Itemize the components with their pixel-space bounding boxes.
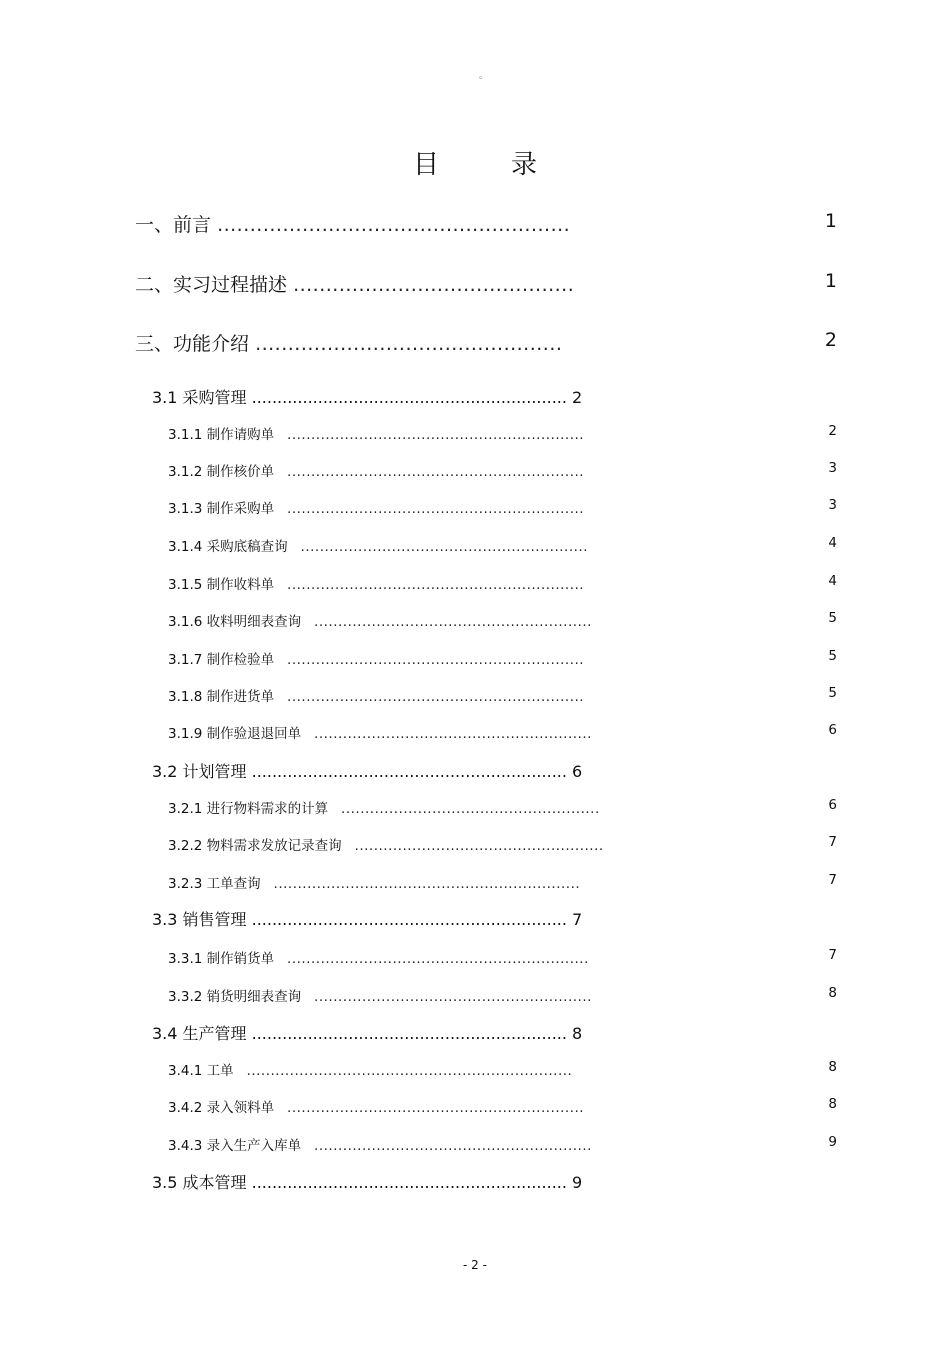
toc-subsection[interactable] xyxy=(168,685,584,705)
toc-title-char-2: 录 xyxy=(511,150,538,180)
toc-leader: ................................................................ xyxy=(273,876,581,892)
toc-entry-features[interactable] xyxy=(135,329,562,356)
toc-leader: .............................................................. xyxy=(287,427,585,443)
toc-page-number: 8 xyxy=(828,1096,837,1112)
toc-leader: .............................................................. xyxy=(287,501,585,517)
toc-entry-label: 一、前言 xyxy=(135,214,212,236)
toc-subsection[interactable] xyxy=(168,947,589,967)
toc-section-3-3[interactable]: 3.3 销售管理 .............................................................. 7 xyxy=(152,910,583,929)
toc-subsection[interactable] xyxy=(168,460,584,480)
toc-subsection[interactable] xyxy=(168,497,584,517)
toc-entry-label: 3.1.1 制作请购单 xyxy=(168,427,275,443)
toc-leader: ...................................................... xyxy=(341,801,600,817)
toc-page-number: 1 xyxy=(824,210,837,232)
page-footer: - 2 - xyxy=(463,1258,487,1272)
toc-entry-label: 3.1.3 制作采购单 xyxy=(168,501,275,517)
toc-entry-label: 3.4.1 工单 xyxy=(168,1063,234,1079)
toc-entry-label: 三、功能介绍 xyxy=(135,333,250,355)
toc-section-3-5[interactable]: 3.5 成本管理 .............................................................. 9 xyxy=(152,1173,583,1192)
toc-page-number: 9 xyxy=(828,1134,837,1150)
toc-subsection[interactable] xyxy=(168,834,604,854)
toc-subsection[interactable] xyxy=(168,573,584,593)
toc-subsection[interactable] xyxy=(168,1059,572,1079)
toc-page-number: 3 xyxy=(828,460,837,476)
toc-leader: .......................................................... xyxy=(314,989,592,1005)
toc-entry-label: 3.4.2 录入领料单 xyxy=(168,1100,275,1116)
toc-leader: .............................................................. xyxy=(287,464,585,480)
toc-entry-label: 二、实习过程描述 xyxy=(135,274,288,296)
header-mark: 。 xyxy=(479,71,489,81)
toc-leader: ........................................... xyxy=(293,274,575,296)
toc-page-number: 6 xyxy=(828,797,837,813)
toc-page-number: 5 xyxy=(828,685,837,701)
toc-page-number: 1 xyxy=(824,270,837,292)
toc-entry-label: 3.1.6 收料明细表查询 xyxy=(168,614,302,630)
toc-subsection[interactable] xyxy=(168,610,592,630)
toc-page-number: 8 xyxy=(828,1059,837,1075)
toc-entry-label: 3.4.3 录入生产入库单 xyxy=(168,1138,302,1154)
toc-page-number: 7 xyxy=(828,834,837,850)
toc-subsection[interactable] xyxy=(168,985,592,1005)
toc-entry-label: 3.1.4 采购底稿查询 xyxy=(168,539,288,555)
toc-leader: .............................................................. xyxy=(287,689,585,705)
toc-page-number: 6 xyxy=(828,722,837,738)
toc-entry-label: 3.2.1 进行物料需求的计算 xyxy=(168,801,329,817)
toc-entry-internship[interactable] xyxy=(135,270,574,297)
toc-entry-label: 3.3.1 制作销货单 xyxy=(168,951,275,967)
toc-page-number: 4 xyxy=(828,535,837,551)
toc-subsection[interactable] xyxy=(168,423,584,443)
toc-subsection[interactable] xyxy=(168,872,580,892)
toc-section-3-1[interactable]: 3.1 采购管理 .............................................................. 2 xyxy=(152,388,583,407)
toc-leader: .................................................... xyxy=(354,838,604,854)
toc-page-number: 5 xyxy=(828,648,837,664)
toc-section-3-2[interactable]: 3.2 计划管理 .............................................................. 6 xyxy=(152,762,583,781)
toc-entry-label: 3.1.9 制作验退退回单 xyxy=(168,726,302,742)
toc-entry-label: 3.1.2 制作核价单 xyxy=(168,464,275,480)
toc-title xyxy=(0,144,950,181)
toc-entry-label: 3.2.3 工单查询 xyxy=(168,876,261,892)
toc-entry-label: 3.1.7 制作检验单 xyxy=(168,652,275,668)
toc-section-3-4[interactable]: 3.4 生产管理 .............................................................. 8 xyxy=(152,1024,583,1043)
toc-subsection[interactable] xyxy=(168,1134,592,1154)
toc-title-char-1: 目 xyxy=(412,150,439,180)
toc-page-number: 7 xyxy=(828,947,837,963)
toc-page-number: 4 xyxy=(828,573,837,589)
toc-subsection[interactable] xyxy=(168,722,592,742)
toc-leader: .................................................................... xyxy=(246,1063,573,1079)
toc-leader: ............................................................... xyxy=(287,951,589,967)
toc-leader: ............................................... xyxy=(255,333,563,355)
toc-page-number: 7 xyxy=(828,872,837,888)
toc-page-number: 2 xyxy=(824,329,837,351)
toc-subsection[interactable] xyxy=(168,1096,584,1116)
toc-leader: .......................................................... xyxy=(314,1138,592,1154)
toc-subsection[interactable] xyxy=(168,648,584,668)
toc-leader: .............................................................. xyxy=(287,652,585,668)
toc-page-number: 8 xyxy=(828,985,837,1001)
toc-entry-label: 3.2.2 物料需求发放记录查询 xyxy=(168,838,342,854)
toc-leader: .......................................................... xyxy=(314,726,592,742)
toc-leader: .......................................................... xyxy=(314,614,592,630)
toc-entry-label: 3.3.2 销货明细表查询 xyxy=(168,989,302,1005)
toc-page-number: 3 xyxy=(828,497,837,513)
toc-entry-label: 3.1.8 制作进货单 xyxy=(168,689,275,705)
toc-entry-label: 3.1.5 制作收料单 xyxy=(168,577,275,593)
toc-page-number: 5 xyxy=(828,610,837,626)
toc-leader: ...................................................... xyxy=(217,214,571,236)
toc-leader: ............................................................ xyxy=(300,539,589,555)
toc-entry-preface[interactable] xyxy=(135,210,570,237)
toc-leader: .............................................................. xyxy=(287,577,585,593)
toc-subsection[interactable] xyxy=(168,797,600,817)
toc-leader: .............................................................. xyxy=(287,1100,585,1116)
toc-subsection[interactable] xyxy=(168,535,588,555)
toc-page-number: 2 xyxy=(828,423,837,439)
